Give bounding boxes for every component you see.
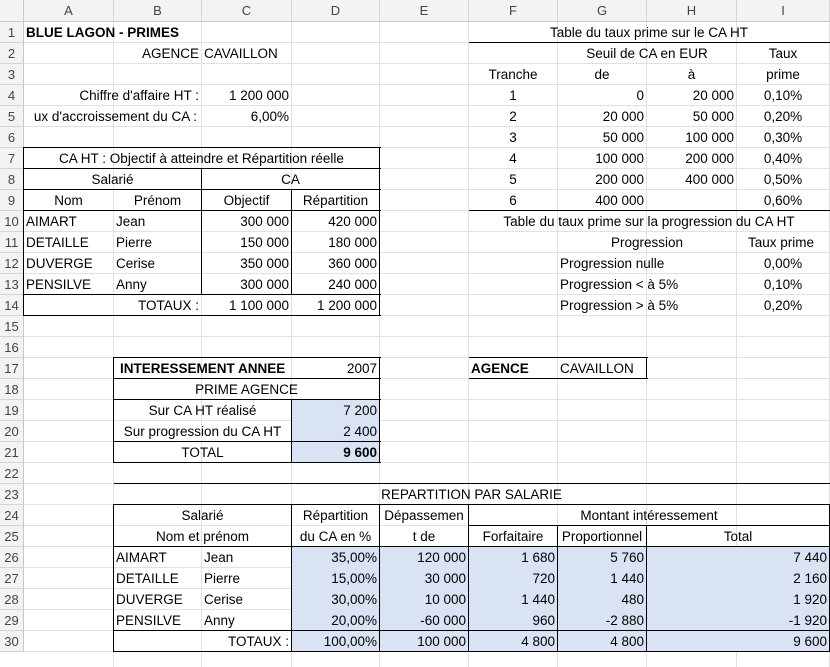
objectif-value: 350 000 xyxy=(240,256,289,271)
repartition-header-2: du CA en % xyxy=(299,529,372,544)
a-header: à xyxy=(687,67,696,82)
interessement-year: 2007 xyxy=(346,361,377,376)
seuil-a-value xyxy=(649,190,734,211)
column-label: Répartition xyxy=(302,193,369,208)
gridline-v xyxy=(201,22,202,667)
repartition-percent: 20,00% xyxy=(331,613,377,628)
taux-value: 0,10% xyxy=(763,88,803,103)
employee-name: DUVERGE xyxy=(116,592,183,607)
repartition-percent: 35,00% xyxy=(331,550,377,565)
employee-firstname: Pierre xyxy=(116,235,153,250)
seuil-de-value: 50 000 xyxy=(602,130,644,145)
seuil-de-value: 400 000 xyxy=(595,193,644,208)
row-header[interactable]: 28 xyxy=(0,589,24,610)
row-header[interactable]: 17 xyxy=(0,358,24,379)
repartition-percent: 30,00% xyxy=(331,592,377,607)
prime-total-label: TOTAL xyxy=(181,445,224,460)
border xyxy=(201,651,202,652)
interessement-title: INTERESSEMENT ANNEE xyxy=(120,361,286,376)
tranche-value: 5 xyxy=(509,172,517,187)
objectif-value: 150 000 xyxy=(240,235,289,250)
totals-label: TOTAUX : xyxy=(227,634,289,649)
depassement-header-2: t de xyxy=(412,529,436,544)
border xyxy=(113,504,114,652)
row-header[interactable]: 8 xyxy=(0,169,24,190)
progression-label: Progression < à 5% xyxy=(560,277,679,292)
progression-label: Progression nulle xyxy=(560,256,665,271)
border xyxy=(113,357,114,463)
column-header[interactable]: I xyxy=(737,0,830,22)
progression-table-title: Table du taux prime sur la progression du CA HT xyxy=(503,214,795,229)
row-header[interactable]: 11 xyxy=(0,232,24,253)
employee-firstname: Anny xyxy=(204,613,235,628)
employee-firstname: Cerise xyxy=(204,592,244,607)
row-header[interactable]: 3 xyxy=(0,64,24,85)
column-header[interactable]: C xyxy=(202,0,292,22)
tranche-header: Tranche xyxy=(488,67,538,82)
border xyxy=(23,147,24,316)
row-header[interactable]: 6 xyxy=(0,127,24,148)
row-header[interactable]: 4 xyxy=(0,85,24,106)
total-repartition: 1 200 000 xyxy=(316,298,377,313)
forfaitaire-value: 960 xyxy=(532,613,555,628)
nom-prenom-header: Nom et prénom xyxy=(155,529,250,544)
seuil-de-value: 0 xyxy=(636,88,644,103)
border xyxy=(379,504,380,652)
column-label: Prénom xyxy=(133,193,182,208)
depassement-value: 120 000 xyxy=(417,550,466,565)
repartition-value: 180 000 xyxy=(328,235,377,250)
prime-label: Sur CA HT réalisé xyxy=(148,403,257,418)
seuil-a-value: 100 000 xyxy=(685,130,734,145)
montant-header: Montant intéressement xyxy=(580,508,718,523)
agence-box-label: AGENCE xyxy=(471,361,529,376)
total-value: -1 920 xyxy=(788,613,827,628)
column-header[interactable]: D xyxy=(292,0,380,22)
row-header[interactable]: 9 xyxy=(0,190,24,211)
employee-name: PENSILVE xyxy=(116,613,182,628)
row-header[interactable]: 13 xyxy=(0,274,24,295)
employee-firstname: Jean xyxy=(204,550,234,565)
row-header[interactable]: 19 xyxy=(0,400,24,421)
seuil-header: Seuil de CA en EUR xyxy=(586,46,708,61)
row-header[interactable]: 10 xyxy=(0,211,24,232)
forfaitaire-value: 720 xyxy=(532,571,555,586)
proportionnel-value: 480 xyxy=(621,592,644,607)
objectif-value: 300 000 xyxy=(240,277,289,292)
de-header: de xyxy=(594,67,610,82)
column-label: Nom xyxy=(54,193,83,208)
employee-name: DUVERGE xyxy=(26,256,93,271)
seuil-de-value: 200 000 xyxy=(595,172,644,187)
row-header[interactable]: 15 xyxy=(0,316,24,337)
depassement-value: 30 000 xyxy=(424,571,466,586)
tranche-value: 6 xyxy=(509,193,517,208)
taux-label: ux d'accroissement du CA : xyxy=(33,109,197,124)
gridline-h xyxy=(24,336,830,337)
border xyxy=(291,399,292,463)
taux-value: 0,50% xyxy=(763,172,803,187)
depassement-value: -60 000 xyxy=(420,613,466,628)
row-header[interactable]: 7 xyxy=(0,148,24,169)
row-header[interactable]: 25 xyxy=(0,526,24,547)
objectif-value: 300 000 xyxy=(240,214,289,229)
taux-value: 6,00% xyxy=(250,109,289,124)
employee-firstname: Jean xyxy=(116,214,146,229)
forfaitaire-header: Forfaitaire xyxy=(482,529,544,544)
total-proportionnel: 4 800 xyxy=(610,634,644,649)
repartition-header: Répartition xyxy=(302,508,369,523)
row-header[interactable]: 29 xyxy=(0,610,24,631)
seuil-de-value: 100 000 xyxy=(595,151,644,166)
row-header[interactable]: 2 xyxy=(0,43,24,64)
border xyxy=(291,504,292,652)
prime-label: Sur progression du CA HT xyxy=(123,424,282,439)
repartition-percent: 15,00% xyxy=(331,571,377,586)
employee-name: AIMART xyxy=(116,550,167,565)
row-header[interactable]: 18 xyxy=(0,379,24,400)
depassement-header: Dépassemen xyxy=(384,508,464,523)
prime-value: 7 200 xyxy=(343,403,377,418)
seuil-a-value: 50 000 xyxy=(692,109,734,124)
progression-rate: 0,10% xyxy=(763,277,803,292)
border xyxy=(468,504,469,652)
prime-agence-header: PRIME AGENCE xyxy=(195,382,298,397)
employee-name: DETAILLE xyxy=(26,235,89,250)
row-header[interactable]: 30 xyxy=(0,631,24,652)
agence-box-value: CAVAILLON xyxy=(560,361,634,376)
border xyxy=(646,357,647,379)
salarie-header: Salarié xyxy=(91,172,134,187)
progression-label: Progression > à 5% xyxy=(560,298,679,313)
row-header[interactable]: 26 xyxy=(0,547,24,568)
seuil-de-value: 20 000 xyxy=(602,109,644,124)
column-header[interactable]: B xyxy=(114,0,202,22)
prime-header: prime xyxy=(766,67,800,82)
row-header[interactable]: 20 xyxy=(0,421,24,442)
forfaitaire-value: 1 440 xyxy=(521,592,555,607)
border xyxy=(291,189,292,295)
sheet-title: BLUE LAGON - PRIMES xyxy=(26,25,180,40)
total-value: 2 160 xyxy=(793,571,827,586)
proportionnel-value: 1 440 xyxy=(610,571,644,586)
employee-name: AIMART xyxy=(26,214,77,229)
total-montant: 9 600 xyxy=(793,634,827,649)
agence-value: CAVAILLON xyxy=(204,46,278,61)
tranche-value: 2 xyxy=(509,109,517,124)
ca-label: Chiffre d'affaire HT : xyxy=(79,88,199,103)
employee-firstname: Pierre xyxy=(204,571,241,586)
repartition-title: REPARTITION PAR SALARIE xyxy=(381,487,562,502)
column-label: Objectif xyxy=(223,193,270,208)
column-header[interactable]: F xyxy=(469,0,558,22)
objectif-title: CA HT : Objectif à atteindre et Répartition réelle xyxy=(59,151,344,166)
prime-value: 2 400 xyxy=(343,424,377,439)
taux-header: Taux xyxy=(768,46,798,61)
salarie-header: Salarié xyxy=(181,508,224,523)
total-percent: 100,00% xyxy=(323,634,377,649)
border xyxy=(201,168,202,295)
tranche-value: 1 xyxy=(509,88,517,103)
border xyxy=(557,525,558,652)
seuil-a-value: 20 000 xyxy=(692,88,734,103)
total-objectif: 1 100 000 xyxy=(228,298,289,313)
taux-table-title: Table du taux prime sur le CA HT xyxy=(549,25,749,40)
row-header[interactable]: 24 xyxy=(0,505,24,526)
proportionnel-value: 5 760 xyxy=(610,550,644,565)
column-header[interactable]: G xyxy=(558,0,647,22)
row-header[interactable]: 1 xyxy=(0,22,24,43)
ca-header: CA xyxy=(281,172,300,187)
tranche-value: 3 xyxy=(509,130,517,145)
row-header[interactable]: 23 xyxy=(0,484,24,505)
column-header[interactable]: A xyxy=(24,0,114,22)
totals-label: TOTAUX : xyxy=(137,298,199,313)
employee-firstname: Cerise xyxy=(116,256,156,271)
taux-value: 0,20% xyxy=(763,109,803,124)
total-header: Total xyxy=(723,529,753,544)
border xyxy=(379,147,380,316)
row-header[interactable]: 12 xyxy=(0,253,24,274)
progression-rate: 0,20% xyxy=(763,298,803,313)
repartition-value: 360 000 xyxy=(328,256,377,271)
repartition-value: 420 000 xyxy=(328,214,377,229)
employee-name: PENSILVE xyxy=(26,277,92,292)
progression-header: Progression xyxy=(610,235,684,250)
employee-name: DETAILLE xyxy=(116,571,179,586)
total-value: 1 920 xyxy=(793,592,827,607)
agence-label: AGENCE xyxy=(141,46,199,61)
border xyxy=(379,357,380,463)
total-forfaitaire: 4 800 xyxy=(521,634,555,649)
proportionnel-value: -2 880 xyxy=(605,613,644,628)
row-header[interactable]: 27 xyxy=(0,568,24,589)
seuil-a-value: 200 000 xyxy=(685,151,734,166)
select-all-corner[interactable] xyxy=(0,0,24,22)
depassement-value: 10 000 xyxy=(424,592,466,607)
taux-value: 0,60% xyxy=(763,193,803,208)
row-header[interactable]: 21 xyxy=(0,442,24,463)
repartition-value: 240 000 xyxy=(328,277,377,292)
total-value: 7 440 xyxy=(793,550,827,565)
prime-total-value: 9 600 xyxy=(343,445,377,460)
forfaitaire-value: 1 680 xyxy=(521,550,555,565)
ca-value: 1 200 000 xyxy=(228,88,289,103)
row-header[interactable]: 5 xyxy=(0,106,24,127)
column-header[interactable]: E xyxy=(380,0,469,22)
border xyxy=(646,525,647,652)
row-header[interactable]: 14 xyxy=(0,295,24,316)
seuil-a-value: 400 000 xyxy=(685,172,734,187)
employee-firstname: Anny xyxy=(116,277,147,292)
taux-prime-header: Taux prime xyxy=(747,235,815,250)
progression-rate: 0,00% xyxy=(763,256,803,271)
row-header[interactable]: 22 xyxy=(0,463,24,484)
tranche-value: 4 xyxy=(509,151,517,166)
column-header[interactable]: H xyxy=(647,0,737,22)
taux-value: 0,40% xyxy=(763,151,803,166)
total-depassement: 100 000 xyxy=(417,634,466,649)
taux-value: 0,30% xyxy=(763,130,803,145)
row-header[interactable]: 16 xyxy=(0,337,24,358)
proportionnel-header: Proportionnel xyxy=(561,529,643,544)
